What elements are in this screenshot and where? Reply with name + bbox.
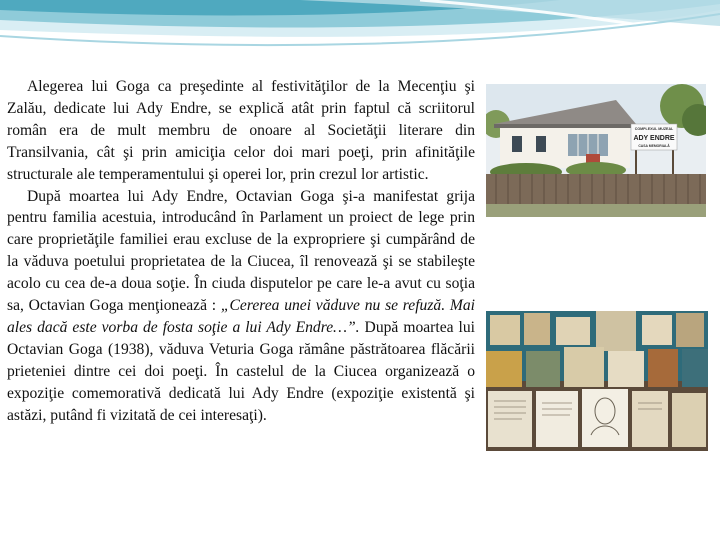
sign-name-text: ADY ENDRE bbox=[633, 135, 675, 142]
memorial-house-photo bbox=[486, 84, 706, 217]
decorative-banner bbox=[0, 0, 720, 80]
paragraph-after-ady-death bbox=[7, 186, 475, 427]
article-text bbox=[7, 76, 475, 427]
paragraph-goga-president: Alegerea lui Goga ca preşedinte al festivităţilor de la Mecenţiu şi Zalău, dedicate lui Ady Endre, se explică atât prin faptul că scriitorul român era de mult membru de onoare al Societăţii literare din Transilvania, cât şi prin amiciţia celor doi mari poeţi, prin afinităţile structurale ale temperamentului şi operei lor, prin crezul lor artistic. bbox=[7, 78, 475, 183]
paragraph-text-part2: După moartea lui Octavian Goga (1938), văduva Veturia Goga rămâne păstrătoarea flăcării prieteniei dintre cei doi poeţi. În castelul de la Ciucea organizează o expoziţie comemorativă dedicată lui Ady Endre (expoziţie existentă şi astăzi, putând fi vizitată de cei interesaţi). bbox=[7, 318, 475, 424]
paragraph-text-part1: După moartea lui Ady Endre, Octavian Goga şi-a manifestat grija pentru familia acestuia, introducând în Parlament un proiect de lege prin care proprietăţile familiei erau excluse de la expropriere şi cumpărând de la văduva poetului proprietatea de la Ciucea, îl renovează şi se stabileşte acolo cu cea de-a doua soţie. În ciuda disputelor pe care le-a avut cu soţia sa, Octavian Goga menţionează : bbox=[7, 187, 475, 315]
sign-bottom-text: CASA MEMORIALĂ bbox=[638, 144, 670, 148]
sign-top-text: COMPLEXUL MUZEAL bbox=[634, 127, 674, 131]
books-exhibit-photo bbox=[486, 311, 708, 451]
quote-text: „Cererea unei văduve nu se refuză. Mai ales dacă este vorba de fosta soţie a lui Ady Endre…”. bbox=[7, 297, 475, 336]
